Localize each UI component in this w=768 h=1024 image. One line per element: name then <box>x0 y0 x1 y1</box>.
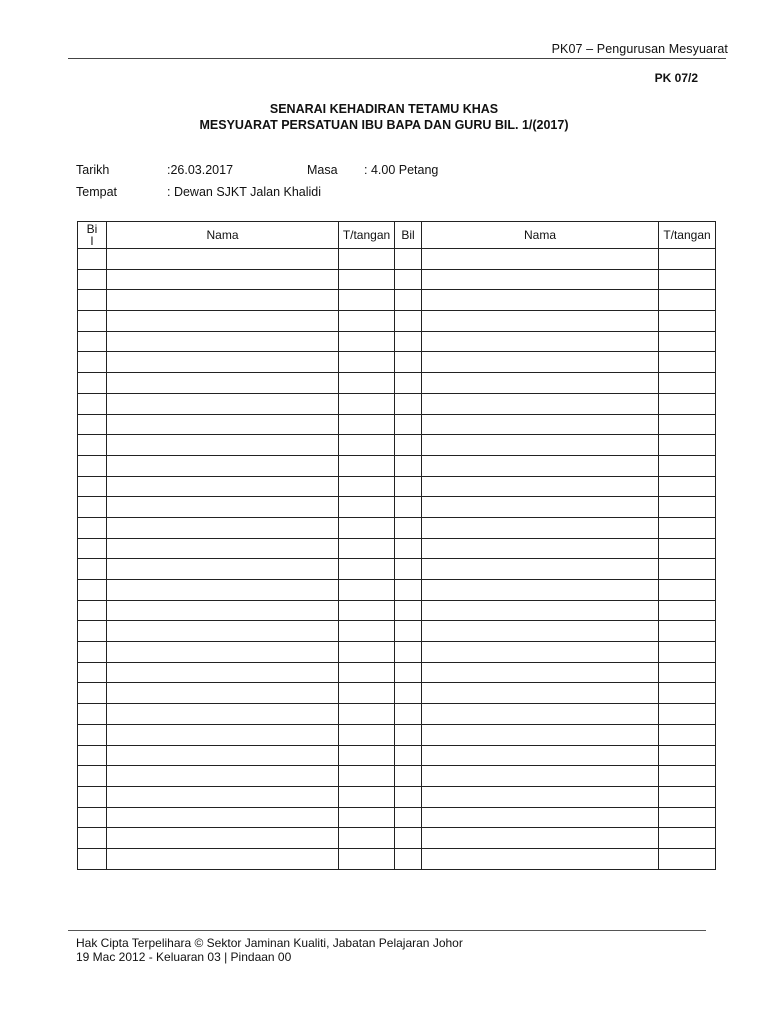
signature-cell[interactable] <box>659 352 716 373</box>
signature-cell[interactable] <box>339 414 395 435</box>
bil-cell[interactable] <box>78 290 107 311</box>
bil-cell[interactable] <box>78 373 107 394</box>
bil-cell[interactable] <box>395 786 422 807</box>
table-row <box>78 331 716 352</box>
name-cell[interactable] <box>422 476 659 497</box>
table-row <box>78 455 716 476</box>
table-row <box>78 538 716 559</box>
column-header-nama: Nama <box>107 222 339 249</box>
signature-cell[interactable] <box>659 848 716 869</box>
revision-info: 19 Mac 2012 - Keluaran 03 | Pindaan 00 <box>76 950 292 964</box>
bil-cell[interactable] <box>395 621 422 642</box>
copyright-notice: Hak Cipta Terpelihara © Sektor Jaminan Kualiti, Jabatan Pelajaran Johor <box>76 936 463 950</box>
table-row <box>78 269 716 290</box>
table-row <box>78 766 716 787</box>
bil-cell[interactable] <box>395 497 422 518</box>
bil-cell[interactable] <box>395 269 422 290</box>
header-divider <box>68 58 726 59</box>
signature-cell[interactable] <box>339 311 395 332</box>
bil-cell[interactable] <box>78 662 107 683</box>
table-row <box>78 683 716 704</box>
bil-cell[interactable] <box>395 435 422 456</box>
signature-cell[interactable] <box>659 311 716 332</box>
name-cell[interactable] <box>107 786 339 807</box>
signature-cell[interactable] <box>659 435 716 456</box>
signature-cell[interactable] <box>339 766 395 787</box>
bil-cell[interactable] <box>78 848 107 869</box>
bil-cell[interactable] <box>395 745 422 766</box>
name-cell[interactable] <box>107 414 339 435</box>
bil-cell[interactable] <box>78 683 107 704</box>
signature-cell[interactable] <box>659 704 716 725</box>
signature-cell[interactable] <box>339 745 395 766</box>
name-cell[interactable] <box>107 662 339 683</box>
name-cell[interactable] <box>107 580 339 601</box>
name-cell[interactable] <box>422 683 659 704</box>
form-code: PK 07/2 <box>654 71 698 85</box>
signature-cell[interactable] <box>339 848 395 869</box>
bil-cell[interactable] <box>78 621 107 642</box>
name-cell[interactable] <box>422 848 659 869</box>
bil-cell[interactable] <box>395 683 422 704</box>
table-row <box>78 724 716 745</box>
signature-cell[interactable] <box>659 497 716 518</box>
signature-cell[interactable] <box>659 414 716 435</box>
name-cell[interactable] <box>422 414 659 435</box>
signature-cell[interactable] <box>659 642 716 663</box>
table-row <box>78 559 716 580</box>
bil-cell[interactable] <box>395 455 422 476</box>
name-cell[interactable] <box>107 766 339 787</box>
name-cell[interactable] <box>422 786 659 807</box>
bil-cell[interactable] <box>78 600 107 621</box>
name-cell[interactable] <box>422 517 659 538</box>
signature-cell[interactable] <box>339 786 395 807</box>
name-cell[interactable] <box>107 642 339 663</box>
bil-cell[interactable] <box>395 290 422 311</box>
name-cell[interactable] <box>107 249 339 270</box>
column-header-signature: T/tangan <box>659 222 716 249</box>
signature-cell[interactable] <box>659 559 716 580</box>
table-row <box>78 497 716 518</box>
name-cell[interactable] <box>107 621 339 642</box>
bil-cell[interactable] <box>395 662 422 683</box>
signature-cell[interactable] <box>659 476 716 497</box>
bil-cell[interactable] <box>395 766 422 787</box>
signature-cell[interactable] <box>339 517 395 538</box>
bil-cell[interactable] <box>395 517 422 538</box>
name-cell[interactable] <box>107 683 339 704</box>
name-cell[interactable] <box>422 807 659 828</box>
table-row <box>78 621 716 642</box>
name-cell[interactable] <box>422 580 659 601</box>
signature-cell[interactable] <box>659 538 716 559</box>
signature-cell[interactable] <box>659 249 716 270</box>
signature-cell[interactable] <box>659 766 716 787</box>
name-cell[interactable] <box>422 393 659 414</box>
name-cell[interactable] <box>107 393 339 414</box>
name-cell[interactable] <box>422 745 659 766</box>
bil-cell[interactable] <box>395 373 422 394</box>
table-row <box>78 476 716 497</box>
bil-cell[interactable] <box>395 249 422 270</box>
bil-cell[interactable] <box>395 352 422 373</box>
bil-cell[interactable] <box>78 352 107 373</box>
table-row <box>78 311 716 332</box>
name-cell[interactable] <box>107 455 339 476</box>
name-cell[interactable] <box>107 600 339 621</box>
signature-cell[interactable] <box>339 580 395 601</box>
document-reference: PK07 – Pengurusan Mesyuarat <box>551 42 728 56</box>
signature-cell[interactable] <box>339 600 395 621</box>
place-label: Tempat <box>76 185 117 199</box>
bil-cell[interactable] <box>395 559 422 580</box>
bil-cell[interactable] <box>395 828 422 849</box>
signature-cell[interactable] <box>339 476 395 497</box>
bil-cell[interactable] <box>78 642 107 663</box>
name-cell[interactable] <box>107 352 339 373</box>
bil-cell[interactable] <box>395 311 422 332</box>
table-header-row <box>78 222 716 249</box>
name-cell[interactable] <box>422 724 659 745</box>
table-row <box>78 848 716 869</box>
signature-cell[interactable] <box>659 807 716 828</box>
bil-cell[interactable] <box>395 580 422 601</box>
signature-cell[interactable] <box>339 828 395 849</box>
signature-cell[interactable] <box>339 559 395 580</box>
signature-cell[interactable] <box>659 290 716 311</box>
table-row <box>78 580 716 601</box>
footer-divider <box>68 930 706 931</box>
name-cell[interactable] <box>107 538 339 559</box>
bil-cell[interactable] <box>78 724 107 745</box>
signature-cell[interactable] <box>659 786 716 807</box>
bil-cell[interactable] <box>78 538 107 559</box>
name-cell[interactable] <box>107 745 339 766</box>
name-cell[interactable] <box>422 331 659 352</box>
name-cell[interactable] <box>107 269 339 290</box>
name-cell[interactable] <box>422 662 659 683</box>
signature-cell[interactable] <box>659 269 716 290</box>
signature-cell[interactable] <box>659 724 716 745</box>
date-value: :26.03.2017 <box>167 163 234 177</box>
bil-cell[interactable] <box>395 414 422 435</box>
bil-cell[interactable] <box>395 724 422 745</box>
bil-cell[interactable] <box>395 600 422 621</box>
name-cell[interactable] <box>422 642 659 663</box>
column-header-bil: Bil <box>395 222 422 249</box>
signature-cell[interactable] <box>339 435 395 456</box>
name-cell[interactable] <box>107 807 339 828</box>
signature-cell[interactable] <box>339 807 395 828</box>
bil-cell[interactable] <box>395 393 422 414</box>
name-cell[interactable] <box>422 290 659 311</box>
table-row <box>78 807 716 828</box>
table-row <box>78 517 716 538</box>
name-cell[interactable] <box>107 290 339 311</box>
table-row <box>78 393 716 414</box>
table-row <box>78 745 716 766</box>
signature-cell[interactable] <box>339 269 395 290</box>
bil-cell[interactable] <box>395 331 422 352</box>
bil-cell[interactable] <box>78 786 107 807</box>
name-cell[interactable] <box>107 373 339 394</box>
name-cell[interactable] <box>422 766 659 787</box>
signature-cell[interactable] <box>659 455 716 476</box>
signature-cell[interactable] <box>659 517 716 538</box>
bil-cell[interactable] <box>395 538 422 559</box>
signature-cell[interactable] <box>339 455 395 476</box>
bil-cell[interactable] <box>78 331 107 352</box>
bil-cell[interactable] <box>78 704 107 725</box>
name-cell[interactable] <box>422 455 659 476</box>
bil-cell[interactable] <box>395 704 422 725</box>
signature-cell[interactable] <box>659 580 716 601</box>
name-cell[interactable] <box>107 476 339 497</box>
name-cell[interactable] <box>107 559 339 580</box>
name-cell[interactable] <box>422 621 659 642</box>
signature-cell[interactable] <box>659 745 716 766</box>
signature-cell[interactable] <box>339 704 395 725</box>
table-row <box>78 435 716 456</box>
name-cell[interactable] <box>107 828 339 849</box>
bil-cell[interactable] <box>78 435 107 456</box>
name-cell[interactable] <box>422 249 659 270</box>
signature-cell[interactable] <box>339 373 395 394</box>
signature-cell[interactable] <box>659 621 716 642</box>
name-cell[interactable] <box>107 848 339 869</box>
signature-cell[interactable] <box>339 290 395 311</box>
meeting-title: MESYUARAT PERSATUAN IBU BAPA DAN GURU BIL. 1/(2017) <box>199 118 569 132</box>
column-header-bil: Bil <box>78 222 107 249</box>
signature-cell[interactable] <box>659 662 716 683</box>
name-cell[interactable] <box>107 331 339 352</box>
date-label: Tarikh <box>76 163 110 177</box>
name-cell[interactable] <box>422 311 659 332</box>
time-value: : 4.00 Petang <box>364 163 439 177</box>
bil-cell[interactable] <box>78 476 107 497</box>
signature-cell[interactable] <box>339 249 395 270</box>
table-row <box>78 373 716 394</box>
signature-cell[interactable] <box>339 393 395 414</box>
time-label: Masa <box>307 163 338 177</box>
bil-cell[interactable] <box>78 497 107 518</box>
attendance-table <box>77 221 716 870</box>
table-row <box>78 828 716 849</box>
name-cell[interactable] <box>107 497 339 518</box>
bil-cell[interactable] <box>78 580 107 601</box>
bil-cell[interactable] <box>395 642 422 663</box>
signature-cell[interactable] <box>339 724 395 745</box>
document-title: SENARAI KEHADIRAN TETAMU KHAS <box>269 102 499 116</box>
signature-cell[interactable] <box>659 683 716 704</box>
bil-cell[interactable] <box>395 807 422 828</box>
table-row <box>78 290 716 311</box>
name-cell[interactable] <box>107 704 339 725</box>
bil-cell[interactable] <box>78 414 107 435</box>
signature-cell[interactable] <box>659 828 716 849</box>
signature-cell[interactable] <box>339 621 395 642</box>
signature-cell[interactable] <box>339 331 395 352</box>
bil-cell[interactable] <box>78 807 107 828</box>
name-cell[interactable] <box>107 311 339 332</box>
signature-cell[interactable] <box>339 642 395 663</box>
column-header-signature: T/tangan <box>339 222 395 249</box>
bil-cell[interactable] <box>78 311 107 332</box>
bil-cell[interactable] <box>78 766 107 787</box>
signature-cell[interactable] <box>339 662 395 683</box>
name-cell[interactable] <box>422 600 659 621</box>
table-row <box>78 352 716 373</box>
table-row <box>78 662 716 683</box>
name-cell[interactable] <box>422 497 659 518</box>
place-value: : Dewan SJKT Jalan Khalidi <box>167 185 322 199</box>
bil-cell[interactable] <box>78 249 107 270</box>
bil-cell[interactable] <box>395 476 422 497</box>
name-cell[interactable] <box>422 559 659 580</box>
signature-cell[interactable] <box>339 352 395 373</box>
bil-cell[interactable] <box>78 455 107 476</box>
signature-cell[interactable] <box>339 538 395 559</box>
table-row <box>78 249 716 270</box>
name-cell[interactable] <box>422 538 659 559</box>
name-cell[interactable] <box>107 724 339 745</box>
bil-cell[interactable] <box>78 517 107 538</box>
name-cell[interactable] <box>422 704 659 725</box>
signature-cell[interactable] <box>659 373 716 394</box>
column-header-nama: Nama <box>422 222 659 249</box>
name-cell[interactable] <box>107 435 339 456</box>
bil-cell[interactable] <box>78 269 107 290</box>
bil-cell[interactable] <box>395 848 422 869</box>
signature-cell[interactable] <box>659 331 716 352</box>
bil-cell[interactable] <box>78 745 107 766</box>
bil-cell[interactable] <box>78 559 107 580</box>
name-cell[interactable] <box>422 352 659 373</box>
table-row <box>78 642 716 663</box>
table-row <box>78 704 716 725</box>
signature-cell[interactable] <box>659 600 716 621</box>
name-cell[interactable] <box>422 269 659 290</box>
table-row <box>78 414 716 435</box>
bil-cell[interactable] <box>78 393 107 414</box>
table-row <box>78 786 716 807</box>
signature-cell[interactable] <box>659 393 716 414</box>
name-cell[interactable] <box>422 373 659 394</box>
name-cell[interactable] <box>107 517 339 538</box>
signature-cell[interactable] <box>339 497 395 518</box>
name-cell[interactable] <box>422 828 659 849</box>
table-row <box>78 600 716 621</box>
bil-cell[interactable] <box>78 828 107 849</box>
signature-cell[interactable] <box>339 683 395 704</box>
name-cell[interactable] <box>422 435 659 456</box>
